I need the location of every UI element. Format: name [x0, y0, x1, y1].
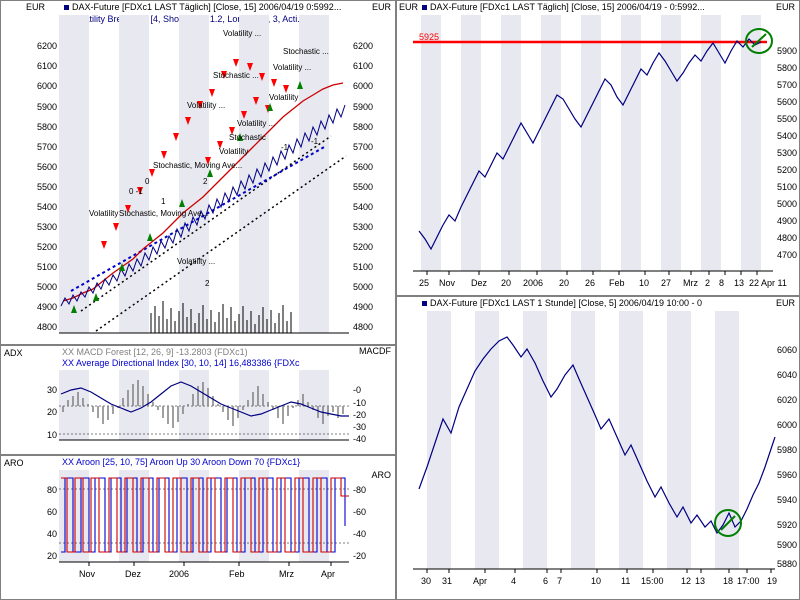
daily-xtick: Nov: [439, 278, 456, 288]
main-ytick: 5100: [36, 262, 57, 272]
aroon-chart-canvas: [1, 456, 396, 600]
aroon-ytick-right: -60: [353, 507, 367, 517]
hourly-xtick: 13: [695, 576, 706, 586]
main-chart-canvas: [1, 1, 396, 345]
main-ytick-right: 5900: [353, 102, 374, 112]
daily-xtick: Feb: [609, 278, 625, 288]
aroon-ytick-right: -80: [353, 485, 367, 495]
chart-annotation: 2: [205, 279, 210, 288]
aroon-xtick: 2006: [169, 569, 190, 579]
daily-ytick: 5300: [777, 148, 798, 158]
main-ytick-right: 5300: [353, 222, 374, 232]
chart-annotation: 0 -1: [129, 187, 143, 196]
chart-annotation: Stochastic ...: [213, 71, 259, 80]
main-ytick: 6100: [36, 61, 57, 71]
hourly-ytick: 5960: [777, 470, 798, 480]
panel-hourly-title: DAX-Future [FDXc1 LAST 1 Stunde] [Close, 5] 2006/04/19 10:00 - 0: [419, 297, 799, 310]
aroon-xtick: Nov: [79, 569, 96, 579]
panel-daily-title: DAX-Future [FDXc1 LAST Täglich] [Close, 15] 2006/04/19 - 0:5992...: [419, 1, 799, 14]
left-column: [0, 0, 396, 600]
daily-ytick: 4900: [777, 216, 798, 226]
daily-ytick: 5200: [777, 165, 798, 175]
daily-ytick: 5600: [777, 97, 798, 107]
main-ytick: 4900: [36, 302, 57, 312]
daily-xtick: 2006: [523, 278, 544, 288]
main-ytick-right: 6100: [353, 61, 374, 71]
chart-annotation: -1: [281, 143, 289, 152]
daily-xtick: Apr 11: [761, 278, 787, 288]
hourly-xtick: 31: [442, 576, 453, 586]
hourly-xtick: 7: [557, 576, 563, 586]
hourly-xtick: 15:00: [641, 576, 664, 586]
adx-ytick-right: -0: [353, 385, 362, 395]
chart-annotation: 2: [203, 177, 208, 186]
daily-level-label: 5925: [419, 32, 440, 42]
chart-annotation: -1: [311, 137, 319, 146]
daily-xtick: Mrz: [683, 278, 698, 288]
chart-annotation: Stochastic, Moving Ave...: [119, 209, 209, 218]
daily-xtick: 2: [705, 278, 711, 288]
hourly-ytick: 5920: [777, 520, 798, 530]
aroon-ytick-left: 40: [46, 529, 57, 539]
panel-adx-title: XX Average Directional Index [30, 10, 14] 16,483386 {FDXc: [62, 358, 300, 368]
main-ytick: 6000: [36, 81, 57, 91]
daily-xtick: 13: [734, 278, 745, 288]
hourly-xtick: 19: [767, 576, 778, 586]
main-ytick: 5500: [36, 182, 57, 192]
main-ytick: 5800: [36, 122, 57, 132]
main-ytick-right: 6200: [353, 41, 374, 51]
main-ytick-right: 5100: [353, 262, 374, 272]
axis-unit-right: EUR: [371, 2, 391, 12]
main-ytick-right: 5600: [353, 162, 374, 172]
aroon-ytick-left: 20: [46, 551, 57, 561]
daily-axis-unit-left: EUR: [399, 2, 419, 12]
chart-annotation: Volatility: [269, 93, 299, 102]
main-ytick-right: 5400: [353, 202, 374, 212]
adx-ytick-right: -20: [353, 410, 367, 420]
aroon-xtick: Mrz: [279, 569, 294, 579]
main-ytick-right: 5500: [353, 182, 374, 192]
hourly-ytick: 5940: [777, 495, 798, 505]
main-ytick-right: 6000: [353, 81, 374, 91]
daily-xtick: Dez: [471, 278, 488, 288]
panel-hourly-chart[interactable]: [396, 296, 800, 600]
main-ytick: 5200: [36, 242, 57, 252]
chart-annotation: Stochastic ...: [283, 47, 329, 56]
hourly-xtick: 6: [543, 576, 549, 586]
aroon-axis-unit-right: ARO: [371, 470, 391, 480]
chart-annotation: Stochastic: [229, 133, 266, 142]
daily-ytick: 5000: [777, 199, 798, 209]
daily-ytick: 4800: [777, 233, 798, 243]
daily-ytick: 5500: [777, 114, 798, 124]
daily-chart-canvas: [397, 1, 800, 296]
hourly-xtick: 17:00: [737, 576, 760, 586]
main-ytick-right: 4800: [353, 322, 374, 332]
panel-aroon-title: XX Aroon [25, 10, 75] Aroon Up 30 Aroon Down 70 {FDXc1}: [62, 457, 301, 467]
adx-ytick-right: -10: [353, 398, 367, 408]
hourly-xtick: 4: [511, 576, 517, 586]
hourly-chart-canvas: [397, 297, 800, 600]
adx-ytick-left: 30: [46, 385, 57, 395]
chart-annotation: Volatility ...: [177, 257, 216, 266]
daily-xtick: 27: [661, 278, 672, 288]
aroon-panel-label: ARO: [4, 458, 24, 468]
daily-ytick: 5400: [777, 131, 798, 141]
aroon-ytick-right: -40: [353, 529, 367, 539]
hourly-xtick: 10: [591, 576, 602, 586]
main-ytick: 4800: [36, 322, 57, 332]
daily-xtick: 10: [639, 278, 650, 288]
adx-ytick-right: -40: [353, 434, 367, 444]
main-ytick: 5700: [36, 142, 57, 152]
hourly-xtick: 30: [421, 576, 432, 586]
daily-axis-unit-right: EUR: [775, 2, 795, 12]
daily-xtick: 26: [585, 278, 596, 288]
panel-main-title: DAX-Future [FDXc1 LAST Täglich] [Close, 15] 2006/04/19 0:5992...: [61, 1, 395, 14]
daily-ytick: 4700: [777, 250, 798, 260]
daily-ytick: 5700: [777, 80, 798, 90]
aroon-ytick-left: 80: [46, 485, 57, 495]
adx-panel-label: ADX: [4, 348, 23, 358]
chart-annotation: Volatility: [89, 209, 119, 218]
chart-annotation: 1: [161, 197, 166, 206]
main-ytick-right: 4900: [353, 302, 374, 312]
hourly-ytick: 6020: [777, 395, 798, 405]
hourly-ytick: 5980: [777, 445, 798, 455]
chart-annotation: Stochastic, Moving Ave...: [153, 161, 243, 170]
adx-axis-unit-right: MACDF: [359, 346, 391, 356]
hourly-ytick: 5900: [777, 540, 798, 550]
aroon-ytick-right: -20: [353, 551, 367, 561]
hourly-ytick: 6060: [777, 345, 798, 355]
panel-main-chart[interactable]: [0, 0, 396, 345]
hourly-xtick: 18: [723, 576, 734, 586]
chart-annotation: Volatility ...: [237, 119, 276, 128]
adx-ytick-left: 20: [46, 407, 57, 417]
daily-xtick: 25: [419, 278, 430, 288]
daily-ytick: 5800: [777, 63, 798, 73]
chart-annotation: Volatility ...: [187, 101, 226, 110]
panel-adx-macd[interactable]: [0, 345, 396, 455]
aroon-xtick: Apr: [321, 569, 336, 579]
daily-xtick: 20: [559, 278, 570, 288]
main-ytick: 5400: [36, 202, 57, 212]
panel-main-subtitle: [4, 1.2, 3, Acti...: [61, 13, 395, 26]
main-ytick: 5300: [36, 222, 57, 232]
hourly-ytick: 6000: [777, 420, 798, 430]
adx-ytick-left: 10: [46, 430, 57, 440]
adx-ytick-right: -30: [353, 422, 367, 432]
aroon-xtick: Feb: [229, 569, 245, 579]
axis-unit-left: EUR: [26, 2, 46, 12]
main-ytick: 6200: [36, 41, 57, 51]
hourly-xtick: 11: [621, 576, 631, 586]
hourly-xtick: 12: [681, 576, 692, 586]
daily-ytick: 5100: [777, 182, 798, 192]
chart-annotation: Volatility: [219, 147, 249, 156]
daily-ytick: 5900: [777, 46, 798, 56]
panel-aroon[interactable]: [0, 455, 396, 600]
main-ytick-right: 5200: [353, 242, 374, 252]
panel-macd-title: XX MACD Forest [12, 26, 9] -13.2803 (FDXc1): [62, 347, 248, 357]
hourly-axis-unit-right: EUR: [775, 298, 795, 308]
aroon-ytick-left: 60: [46, 507, 57, 517]
chart-annotation: Volatility ...: [223, 29, 262, 38]
daily-xtick: 20: [501, 278, 512, 288]
main-ytick: 5000: [36, 282, 57, 292]
chart-annotation: Volatility ...: [273, 63, 312, 72]
main-ytick-right: 5700: [353, 142, 374, 152]
main-ytick-right: 5000: [353, 282, 374, 292]
aroon-xtick: Dez: [125, 569, 142, 579]
panel-daily-chart[interactable]: [396, 0, 800, 296]
main-ytick: 5600: [36, 162, 57, 172]
hourly-ytick: 5880: [777, 559, 798, 569]
right-column: [396, 0, 800, 600]
daily-xtick: 8: [719, 278, 725, 288]
hourly-ytick: 6040: [777, 370, 798, 380]
main-ytick-right: 5800: [353, 122, 374, 132]
main-ytick: 5900: [36, 102, 57, 112]
hourly-xtick: Apr: [473, 576, 488, 586]
adx-chart-canvas: [1, 346, 396, 455]
chart-annotation: 0: [145, 177, 150, 186]
daily-xtick: 22: [749, 278, 760, 288]
